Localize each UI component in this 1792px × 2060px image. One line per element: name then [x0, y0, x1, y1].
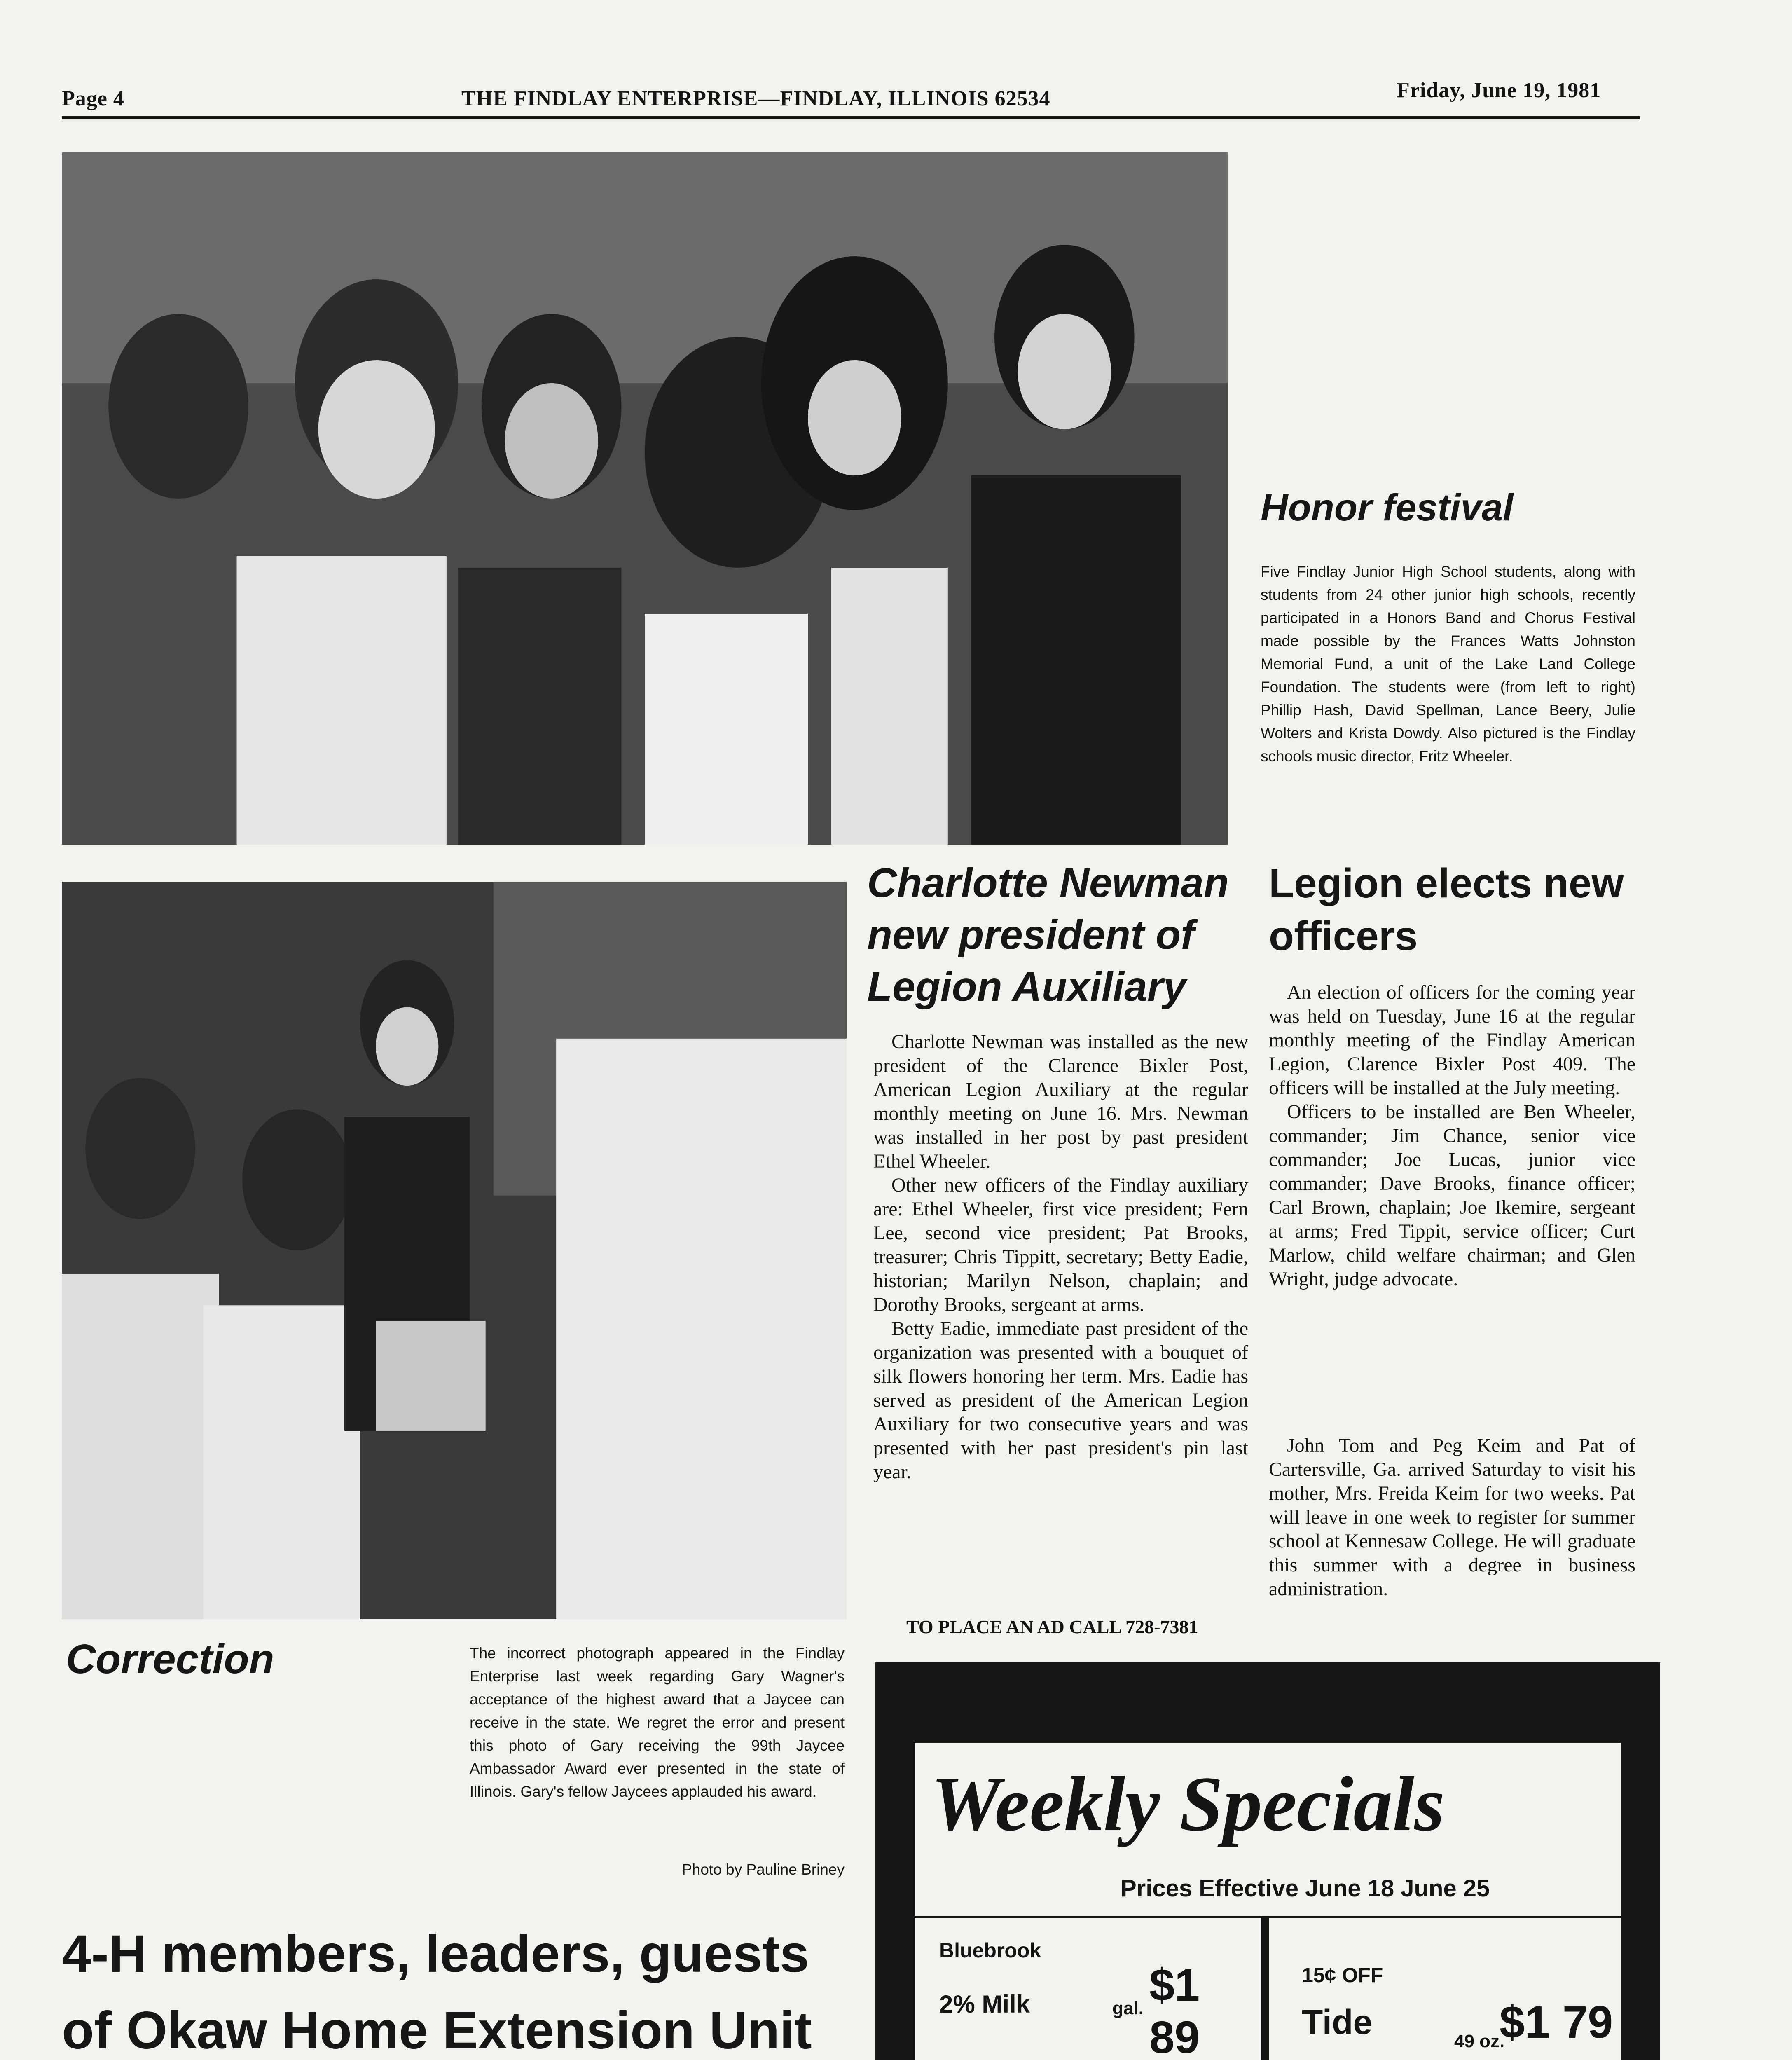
ad-dates: Prices Effective June 18 June 25 — [1121, 1875, 1490, 1902]
photo-credit: Photo by Pauline Briney — [682, 1861, 845, 1878]
page-number: Page 4 — [62, 87, 124, 110]
legion-headline: Legion elects new officers — [1269, 860, 1624, 959]
weekly-specials-ad — [875, 1662, 1660, 2060]
four-h-headline: 4-H members, leaders, guests of Okaw Home Extension Unit — [62, 1924, 812, 2060]
ad-title: Weekly Specials — [931, 1761, 1445, 1847]
special-tide: 15¢ OFF Tide 49 oz. $1 79 — [1269, 1918, 1621, 2060]
keim-item — [1269, 1434, 1635, 1601]
charlotte-paragraph: Charlotte Newman was installed as the new president of the Clarence Bixler Post, American Legion Auxiliary at the regular monthly meeting on June 16. Mrs. Newman was installed in her post by past president Ethel Wheeler. — [873, 1031, 1248, 1172]
group-photo-icon — [62, 152, 1228, 845]
correction-title: Correction — [66, 1636, 274, 1682]
charlotte-headline: Charlotte Newman new president of Legion Auxiliary — [867, 860, 1229, 1010]
honor-festival-title: Honor festival — [1261, 487, 1514, 529]
ad-call-line: TO PLACE AN AD CALL 728-7381 — [906, 1616, 1198, 1637]
charlotte-paragraph: Betty Eadie, immediate past president of the organization was presented with a bouquet of silk flowers honoring her term. Mrs. Eadie has served as president of the American Legion Auxiliary for two consecutive years and was presented with her past president's pin last year. — [873, 1318, 1248, 1483]
legion-paragraph: Officers to be installed are Ben Wheeler, commander; Jim Chance, senior vice commander; Joe Lucas, junior vice commander; Dave Brooks, finance officer; Carl Brown, chaplain; Joe Ikemire, sergeant at arms; Fred Tippit, service officer; Curt Marlow, child welfare chairman; and Glen Wright, judge advocate. — [1269, 1101, 1635, 1290]
charlotte-body — [873, 1030, 1248, 1484]
header-rule — [62, 116, 1640, 119]
award-photo-icon — [62, 882, 847, 1619]
legion-paragraph: An election of officers for the coming year was held on Tuesday, June 16 at the regular monthly meeting of the Findlay American Legion, Clarence Bixler Post 409. The officers will be installed at the July meeting. — [1269, 981, 1635, 1099]
honor-festival-caption: Five Findlay Junior High School students, along with students from 24 other junior high schools, recently participated in a Honors Band and Chorus Festival made possible by the Frances Watts Johnston Memorial Fund, a unit of the Lake Land College Foundation. The students were (from left to right) Phillip Hash, David Spellman, Lance Beery, Julie Wolters and Krista Dowdy. Also pictured is the Findlay schools music director, Fritz Wheeler. — [1261, 563, 1635, 765]
special-milk: Bluebrook 2% Milk gal. $1 89 — [915, 1918, 1261, 2060]
correction-caption: The incorrect photograph appeared in the Findlay Enterprise last week regarding Gary Wagner's acceptance of the highest award that a Jaycee can receive in the state. We regret the error and present this photo of Gary receiving the 99th Jaycee Ambassador Award ever presented in the state of Illinois. Gary's fellow Jaycees applauded his award. — [470, 1645, 845, 1800]
paper-name: THE FINDLAY ENTERPRISE—FINDLAY, ILLINOIS 62534 — [461, 87, 1050, 110]
legion-body — [1269, 981, 1635, 1291]
charlotte-paragraph: Other new officers of the Findlay auxiliary are: Ethel Wheeler, first vice president; Fern Lee, second vice president; Pat Brooks, treasurer; Chris Tippitt, secretary; Betty Eadie, historian; Marilyn Nelson, chaplain; and Dorothy Brooks, sergeant at arms. — [873, 1174, 1248, 1316]
issue-date: Friday, June 19, 1981 — [1397, 79, 1601, 102]
keim-paragraph: John Tom and Peg Keim and Pat of Cartersville, Ga. arrived Saturday to visit his mother, Mrs. Freida Keim for two weeks. Pat will leave in one week to register for summer school at Kennesaw College. He will graduate this summer with a degree in business administration. — [1269, 1435, 1635, 1600]
